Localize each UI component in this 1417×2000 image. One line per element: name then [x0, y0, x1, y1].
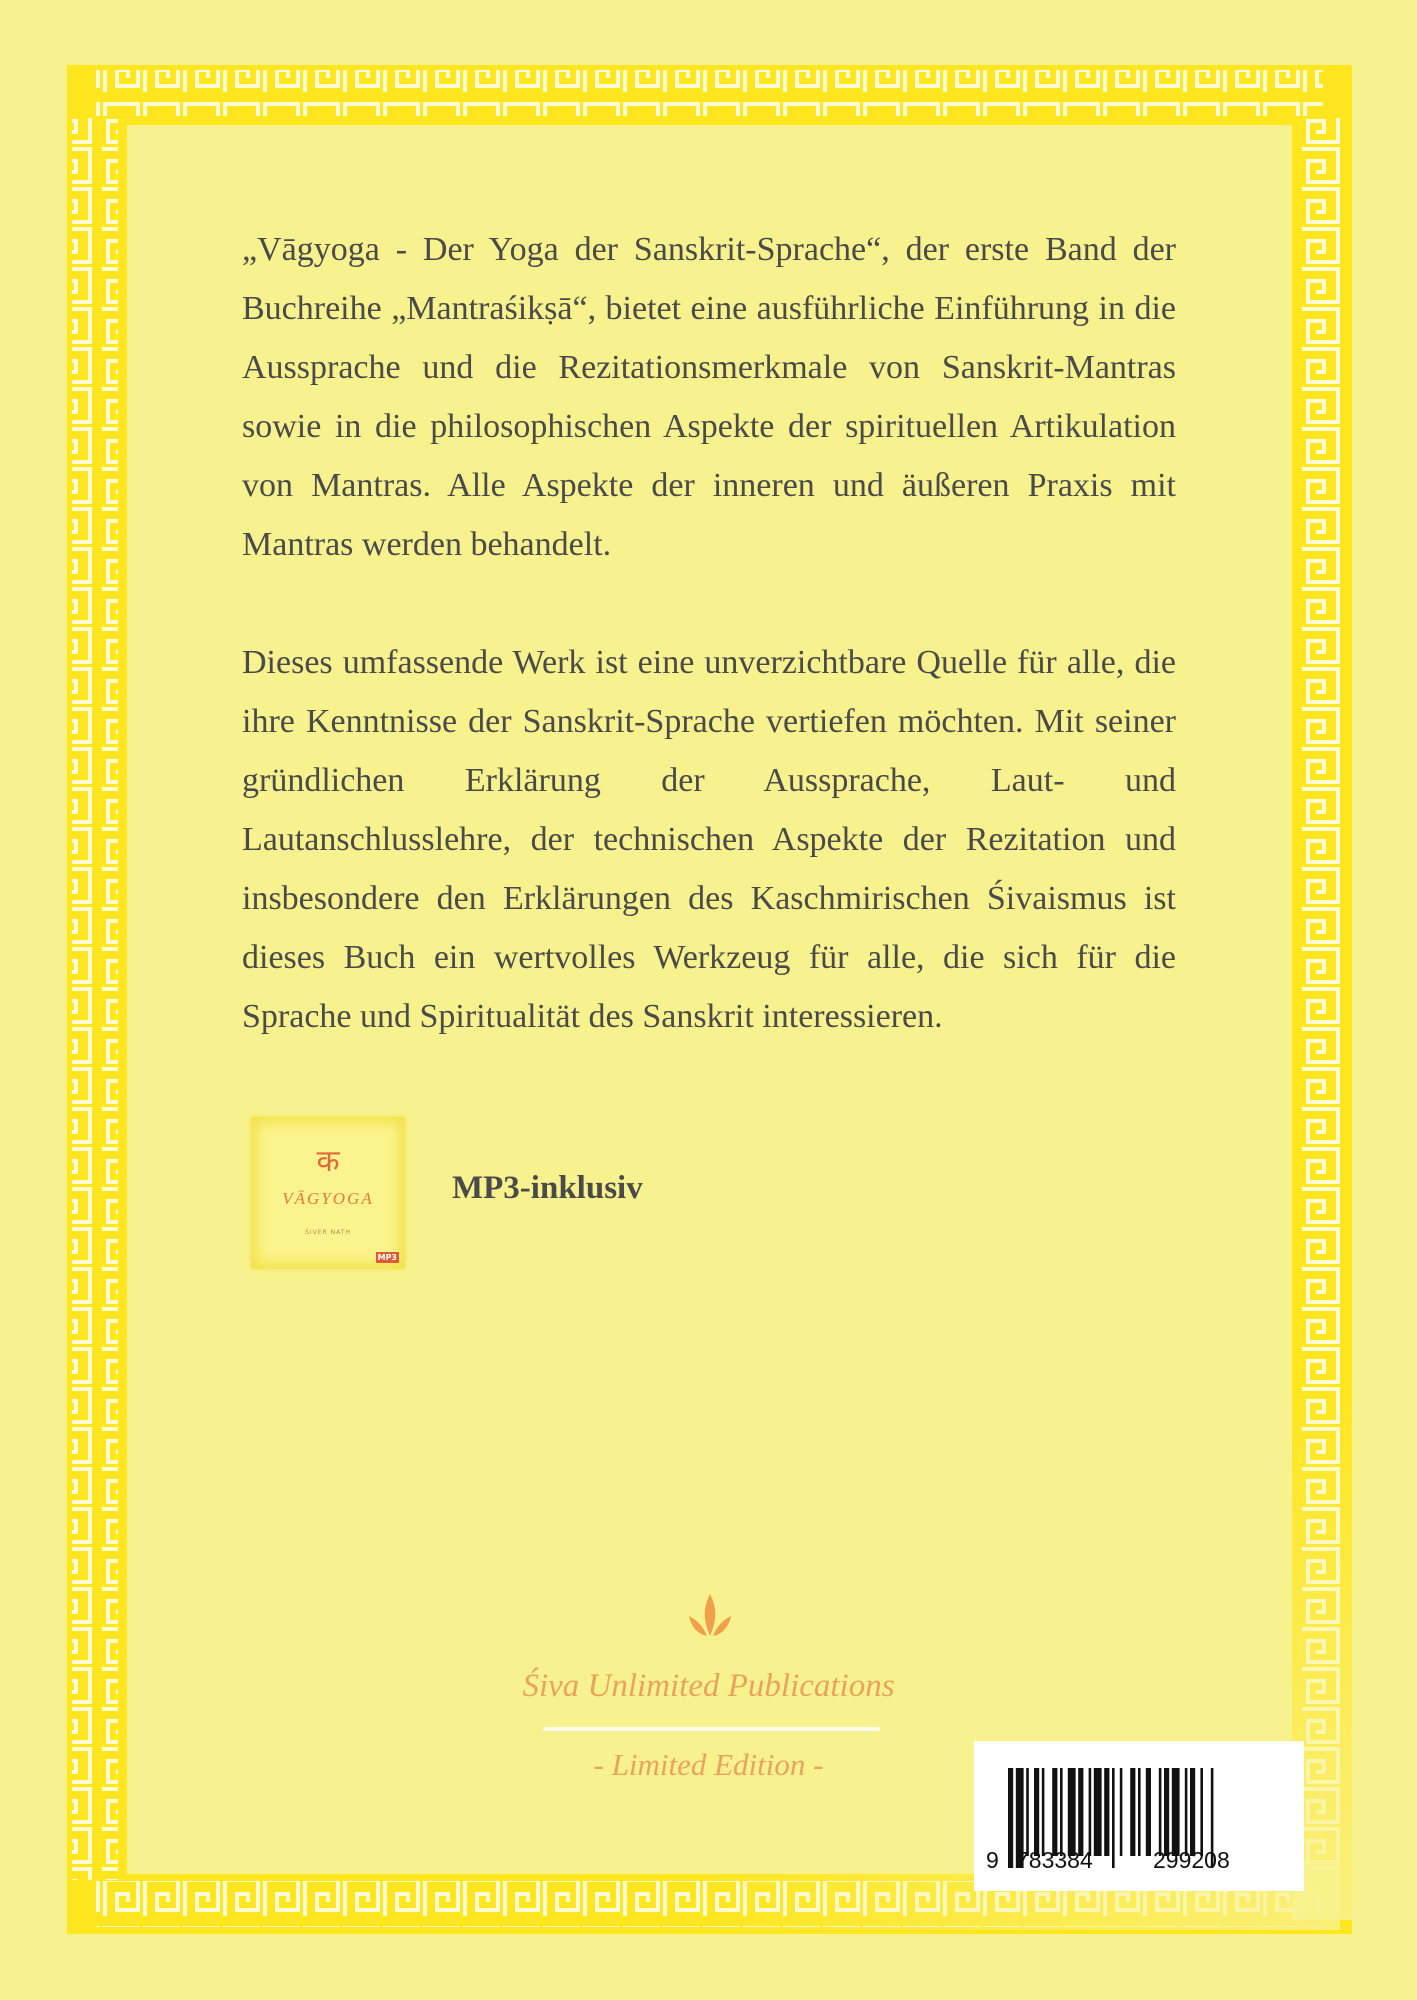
mp3-cover-thumbnail: [251, 1117, 405, 1269]
barcode-bar: [1034, 1768, 1039, 1856]
barcode-bar: [1104, 1768, 1109, 1856]
barcode-bar: [1026, 1768, 1029, 1856]
description-paragraph-2: Dieses umfassende Werk ist eine unverzichtbare Quelle für alle, die ihre Kenntnisse der Sanskrit-Sprache vertiefen möchten. Mit seiner gründlichen Erklärung der Aussprache, Laut- und Lautanschlusslehre, der technischen Aspekte der Rezitation und insbesondere den Erklärungen des Kaschmirischen Śivaismus ist dieses Buch ein wertvolles Werkzeug für alle, die sich für die Sprache und Spiritualität des Sanskrit interessieren.: [242, 644, 1176, 1035]
barcode-bar: [1094, 1768, 1102, 1856]
description-paragraph-1: „Vāgyoga - Der Yoga der Sanskrit-Sprache“, der erste Band der Buchreihe „Mantraśikṣā“, bietet eine ausführliche Einführung in die Aussprache und die Rezitationsmerkmale von Sanskrit-Mantras sowie in die philosophischen Aspekte der spirituellen Artikulation von Mantras. Alle Aspekte der inneren und äußeren Praxis mit Mantras werden behandelt.: [242, 231, 1176, 563]
thumb-mp3-badge: MP3: [377, 1253, 397, 1262]
barcode-bar: [1008, 1768, 1013, 1868]
publisher-name: Śiva Unlimited Publications: [522, 1668, 895, 1704]
barcode-bar: [1042, 1768, 1045, 1856]
barcode-bar: [1200, 1768, 1203, 1856]
mp3-inclusive-label: MP3-inklusiv: [452, 1170, 643, 1206]
barcode-lead-digit: 9: [986, 1847, 999, 1873]
barcode-bar: [1190, 1768, 1195, 1856]
barcode-bar: [1060, 1768, 1063, 1856]
thumb-glyph: क: [316, 1144, 340, 1179]
barcode-group-2: 299208: [1153, 1847, 1230, 1873]
publisher-divider: [543, 1727, 880, 1731]
barcode-bar: [1172, 1768, 1180, 1856]
barcode-bar: [1164, 1768, 1169, 1856]
barcode-bar: [1146, 1768, 1151, 1856]
edition-label: - Limited Edition -: [593, 1747, 824, 1782]
barcode-bar: [1130, 1768, 1135, 1856]
barcode-bar: [1068, 1768, 1076, 1856]
isbn-barcode: [974, 1741, 1304, 1891]
barcode-bar: [1112, 1768, 1115, 1868]
barcode-bar: [1078, 1768, 1083, 1856]
thumb-title: VĀGYOGA: [282, 1189, 374, 1208]
barcode-group-1: 783384: [1016, 1847, 1093, 1873]
barcode-bar: [1052, 1768, 1057, 1856]
barcode-bar: [1089, 1768, 1092, 1856]
barcode-bar: [1185, 1768, 1188, 1856]
book-description: [242, 220, 1176, 1046]
barcode-bar: [1138, 1768, 1141, 1856]
barcode-bar: [1120, 1768, 1123, 1856]
barcode-bar: [1159, 1768, 1162, 1856]
thumb-author: ŚIVER NATH: [305, 1229, 351, 1236]
lotus-flame-icon: [683, 1590, 737, 1640]
